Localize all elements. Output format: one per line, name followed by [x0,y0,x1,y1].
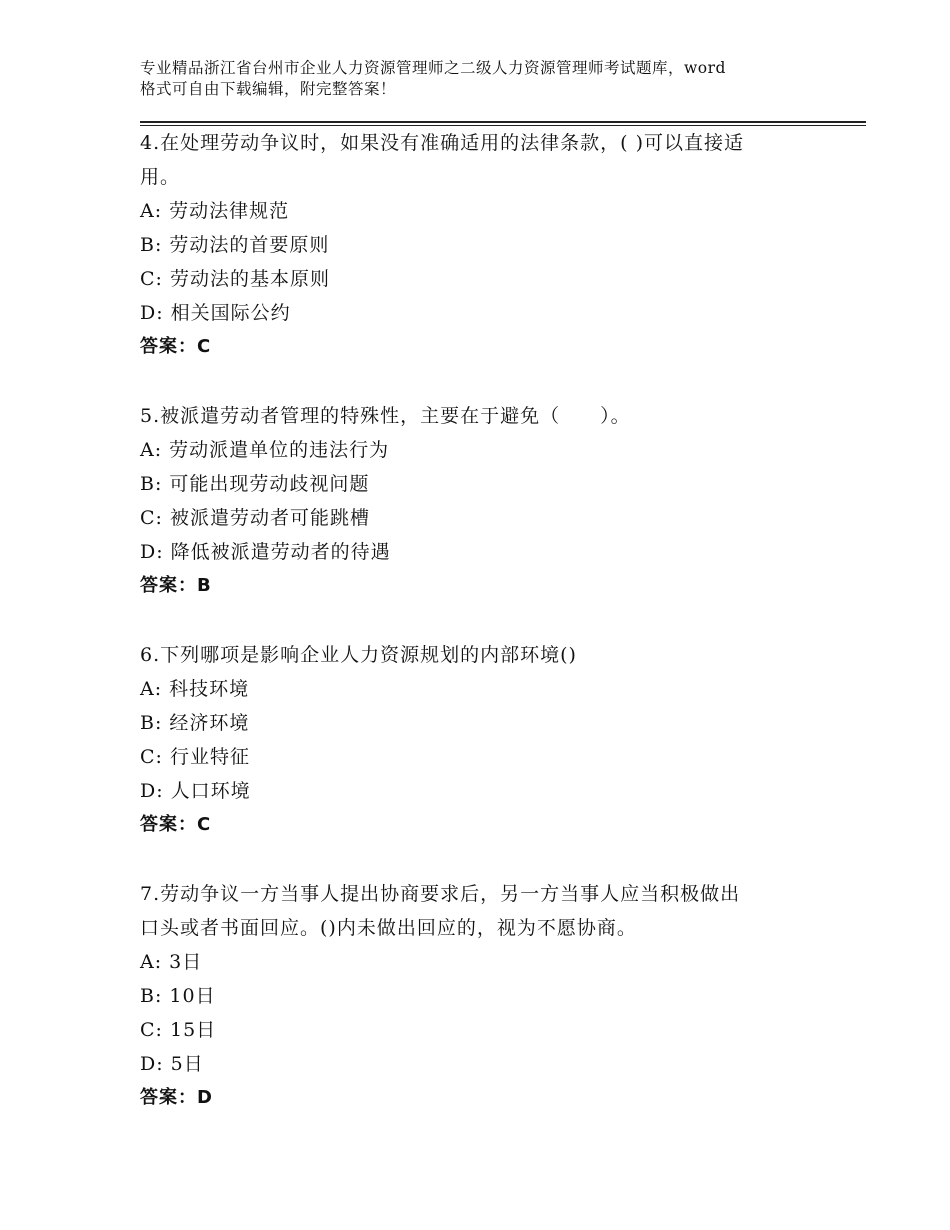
answer: 答案：C [140,336,212,357]
header-line-1: 专业精品浙江省台州市企业人力资源管理师之二级人力资源管理师考试题库，word [140,59,726,77]
option-d: D: 相关国际公约 [140,302,291,324]
option-a: A: 劳动派遣单位的违法行为 [140,439,390,461]
option-b: B: 劳动法的首要原则 [140,234,330,256]
question-text: 6.下列哪项是影响企业人力资源规划的内部环境() [140,644,577,666]
option-d: D: 人口环境 [140,780,251,802]
question-text: 7.劳动争议一方当事人提出协商要求后，另一方当事人应当积极做出 [140,883,741,905]
question-5 [140,399,820,603]
header-rule-thick [140,121,866,123]
answer: 答案：B [140,575,212,596]
header-line-2: 格式可自由下载编辑，附完整答案！ [140,80,397,98]
answer: 答案：C [140,814,212,835]
question-text: 口头或者书面回应。()内未做出回应的，视为不愿协商。 [140,917,637,939]
question-text: 4.在处理劳动争议时，如果没有准确适用的法律条款，( )可以直接适 [140,132,744,154]
option-b: B: 可能出现劳动歧视问题 [140,473,370,495]
option-d: D: 降低被派遣劳动者的待遇 [140,541,391,563]
question-text: 5.被派遣劳动者管理的特殊性，主要在于避免（ ）。 [140,405,631,427]
option-d: D: 5日 [140,1053,204,1075]
option-a: A: 3日 [140,951,203,973]
question-4 [140,126,820,364]
option-a: A: 劳动法律规范 [140,200,290,222]
option-c: C: 15日 [140,1019,217,1041]
option-a: A: 科技环境 [140,678,250,700]
option-c: C: 劳动法的基本原则 [140,268,330,290]
option-c: C: 被派遣劳动者可能跳槽 [140,507,370,529]
question-6 [140,638,820,842]
document-header [140,58,830,100]
question-text: 用。 [140,166,181,188]
option-c: C: 行业特征 [140,746,250,768]
question-7 [140,877,820,1115]
option-b: B: 10日 [140,985,216,1007]
option-b: B: 经济环境 [140,712,250,734]
answer: 答案：D [140,1087,213,1108]
